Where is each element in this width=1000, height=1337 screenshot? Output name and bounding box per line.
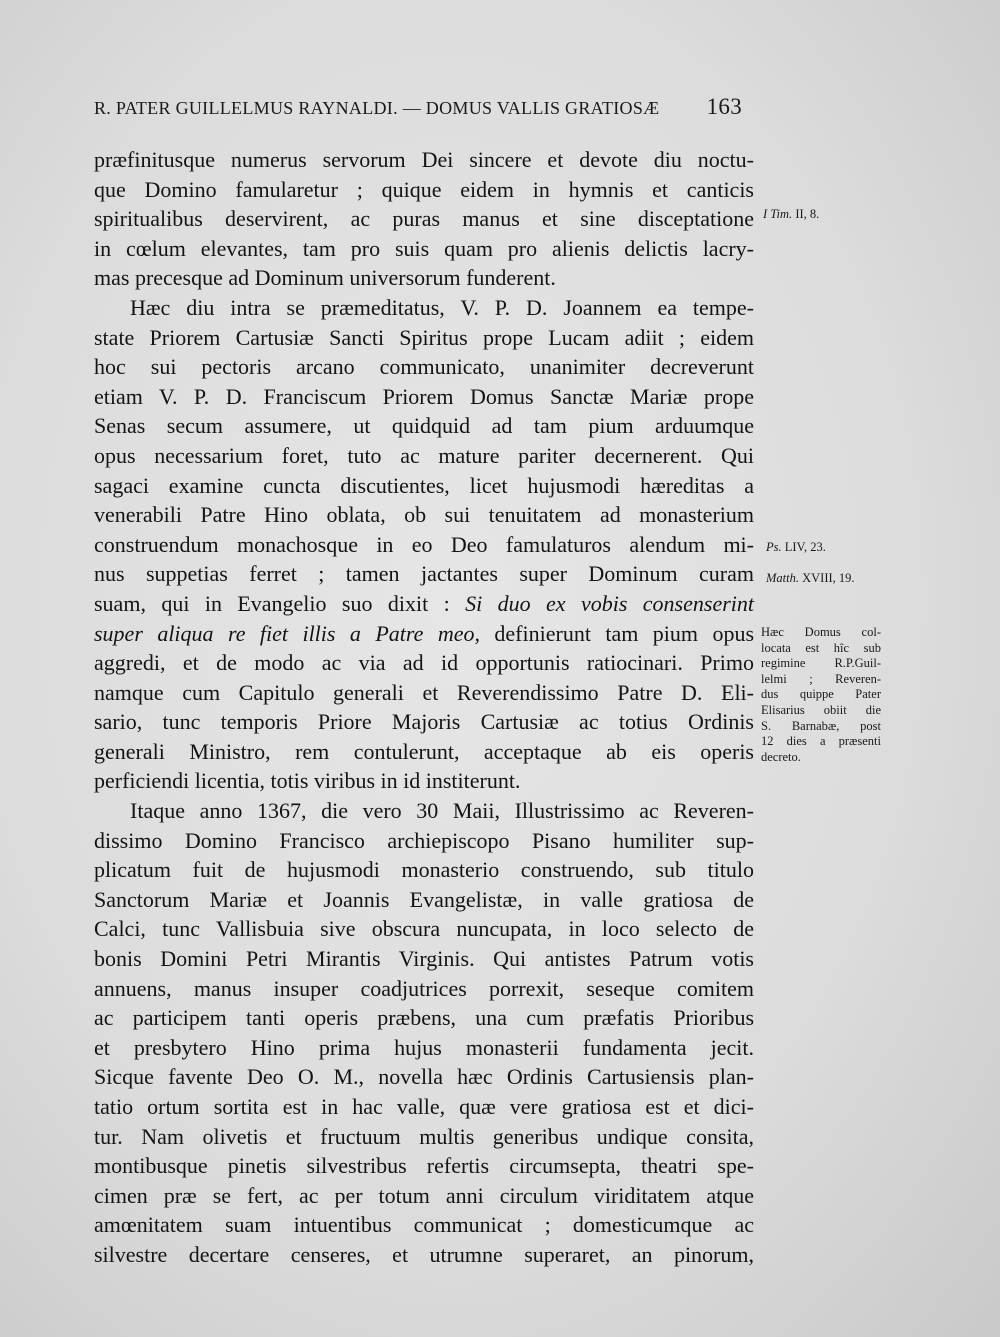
margin-reference-ps [766, 540, 826, 555]
margin-reference-matth [766, 571, 855, 586]
text-line: montibusque pinetis silvestribus refertis circumsepta, theatri spe- [94, 1153, 754, 1179]
text-line: namque cum Capitulo generali et Reverendissimo Patre D. Eli- [94, 679, 754, 705]
text-line: et presbytero Hino prima hujus monasterii fundamenta jecit. [94, 1034, 754, 1060]
ref-book: I Tim. [763, 207, 793, 221]
text-line: generali Ministro, rem contulerunt, acceptaque ab eis operis [94, 738, 754, 764]
page-number: 163 [706, 94, 742, 119]
text-run: suam, qui in Evangelio suo dixit : [94, 590, 450, 616]
sidenote-line: dus quippe Pater [761, 687, 881, 702]
main-text [94, 145, 754, 1270]
text-line: Senas secum assumere, ut quidquid ad tam pium arduumque [94, 413, 754, 439]
text-line: spiritualibus deservirent, ac puras manus et sine disceptatione [94, 206, 754, 232]
sidenote-line: Elisarius obiit die [761, 702, 881, 717]
margin-reference-tim [763, 207, 819, 222]
running-head [94, 94, 744, 126]
ref-book: Ps. [766, 540, 782, 554]
text-line: Sicque favente Deo O. M., novella hæc Ordinis Cartusiensis plan- [94, 1064, 754, 1090]
sidenote-line: locata est hîc sub [761, 640, 881, 655]
scripture-quote: Si duo ex vobis consenserint [465, 590, 754, 616]
text-line: que Domino famularetur ; quique eidem in hymnis et canticis [94, 176, 754, 202]
text-line: silvestre decertare censeres, et utrumne superaret, an pinorum, [94, 1241, 754, 1267]
text-line: bonis Domini Petri Mirantis Virginis. Qui antistes Patrum votis [94, 946, 754, 972]
sidenote-line: decreto. [761, 749, 801, 764]
text-line: dissimo Domino Francisco archiepiscopo Pisano humiliter sup- [94, 827, 754, 853]
ref-verse: LIV, 23. [784, 540, 826, 554]
text-line: aggredi, et de modo ac via ad id opportunis ratiocinari. Primo [94, 650, 754, 676]
text-line: hoc sui pectoris arcano communicato, unanimiter decreverunt [94, 354, 754, 380]
text-line: etiam V. P. D. Franciscum Priorem Domus Sanctæ Mariæ prope [94, 383, 754, 409]
text-line: ac participem tanti operis præbens, una cum præfatis Prioribus [94, 1005, 754, 1031]
text-line: tatio ortum sortita est in hac valle, quæ vere gratiosa est et dici- [94, 1094, 754, 1119]
text-line: mas precesque ad Dominum universorum funderent. [94, 265, 556, 291]
text-line: state Priorem Cartusiæ Sancti Spiritus prope Lucam adiit ; eidem [94, 324, 754, 350]
ref-verse: II, 8. [795, 207, 820, 221]
text-line: Calci, tunc Vallisbuia sive obscura nuncupata, in loco selecto de [94, 916, 754, 942]
margin-sidenote [761, 625, 881, 765]
scripture-quote: super aliqua re fiet illis a Patre meo, [94, 620, 480, 646]
text-line: Itaque anno 1367, die vero 30 Maii, Illustrissimo ac Reveren- [130, 798, 754, 824]
text-line-with-quote [94, 589, 754, 619]
ref-book: Matth. [766, 571, 799, 585]
text-line-with-quote [94, 619, 754, 649]
text-line: venerabili Patre Hino oblata, ob sui tenuitatem ad monasterium [94, 502, 754, 528]
text-line: in cœlum elevantes, tam pro suis quam pro alienis delictis lacry- [94, 235, 754, 261]
text-line: plicatum fuit de hujusmodi monasterio construendo, sub titulo [94, 857, 754, 883]
text-line: sagaci examine cuncta discutientes, licet hujusmodi hæreditas a [94, 472, 754, 498]
text-line: opus necessarium foret, tuto ac mature pariter decernerent. Qui [94, 442, 754, 468]
text-line: perficiendi licentia, totis viribus in id institerunt. [94, 768, 521, 794]
text-line: cimen præ se fert, ac per totum anni circulum viriditatem atque [94, 1182, 754, 1208]
running-title: R. PATER GUILLELMUS RAYNALDI. — DOMUS VALLIS GRATIOSÆ [94, 98, 660, 118]
text-line: sario, tunc temporis Priore Majoris Cartusiæ ac totius Ordinis [94, 709, 754, 735]
sidenote-line: regimine R.P.Guil- [761, 656, 881, 671]
text-line: tur. Nam olivetis et fructuum multis generibus undique consita, [94, 1123, 754, 1149]
text-line: Sanctorum Mariæ et Joannis Evangelistæ, in valle gratiosa de [94, 886, 754, 912]
text-line: amœnitatem suam intuentibus communicat ; domesticumque ac [94, 1212, 754, 1238]
sidenote-line: 12 dies a præsenti [761, 734, 881, 749]
text-line: nus suppetias ferret ; tamen jactantes super Dominum curam [94, 561, 754, 587]
text-line: Hæc diu intra se præmeditatus, V. P. D. Joannem ea tempe- [130, 294, 754, 320]
text-line: præfinitusque numerus servorum Dei sincere et devote diu noctu- [94, 147, 754, 172]
text-line: annuens, manus insuper coadjutrices porrexit, seseque comitem [94, 975, 754, 1001]
sidenote-line: S. Barnabæ, post [761, 718, 881, 733]
ref-verse: XVIII, 19. [802, 571, 855, 585]
text-run: definierunt tam pium opus [494, 620, 755, 646]
sidenote-line: Hæc Domus col- [761, 625, 881, 639]
text-line: construendum monachosque in eo Deo famulaturos alendum mi- [94, 531, 754, 557]
sidenote-line: lelmi ; Reveren- [761, 671, 881, 686]
